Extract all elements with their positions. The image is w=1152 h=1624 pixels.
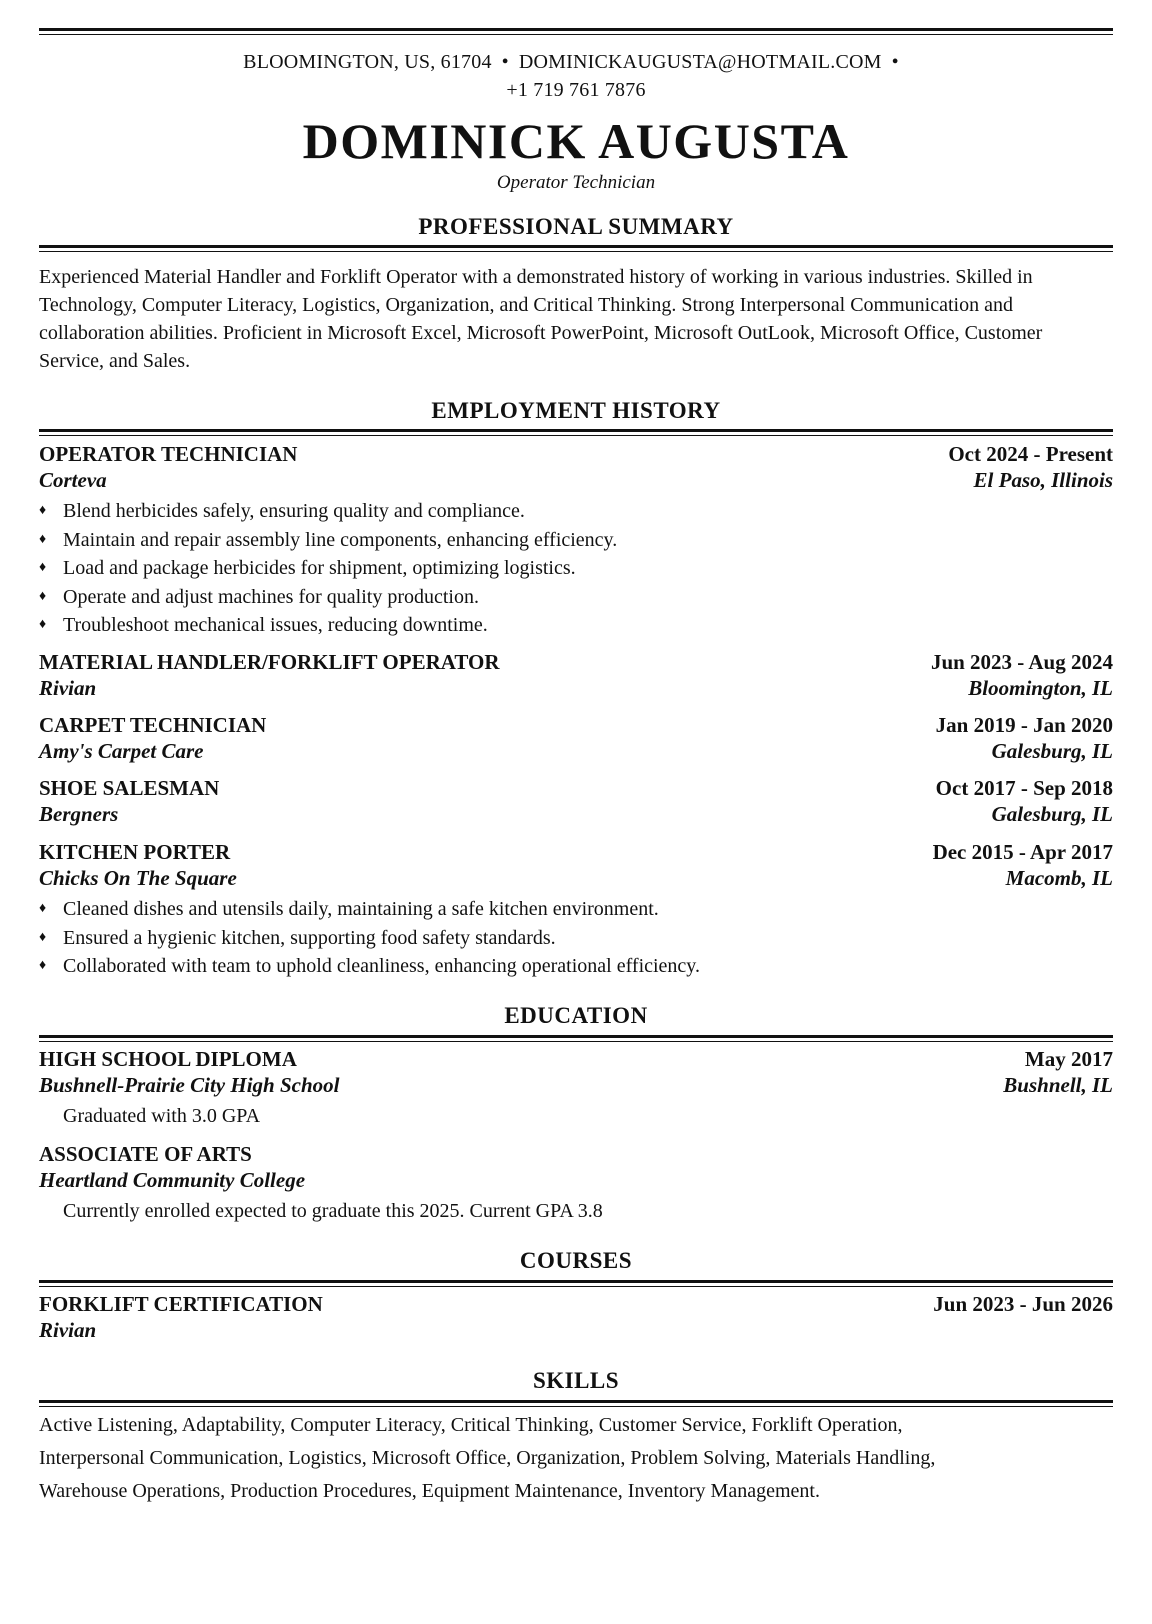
skills-line: Warehouse Operations, Production Procedures, Equipment Maintenance, Inventory Management. [39, 1480, 820, 1502]
courses-rule [39, 1280, 1113, 1287]
degree-date: May 2017 [1024, 1047, 1113, 1071]
job-dates: Jan 2019 - Jan 2020 [935, 713, 1113, 737]
diamond-bullet-icon: ♦ [39, 560, 47, 575]
degree-title: ASSOCIATE OF ARTS [39, 1142, 252, 1166]
job-title: MATERIAL HANDLER/FORKLIFT OPERATOR [39, 650, 500, 674]
job-entry [39, 712, 1113, 764]
education-note: Currently enrolled expected to graduate this 2025. Current GPA 3.8 [63, 1200, 603, 1222]
job-location: Macomb, IL [1005, 866, 1113, 890]
education-entry [39, 1046, 1113, 1130]
email-link[interactable]: DOMINICKAUGUSTA@HOTMAIL.COM [518, 51, 882, 73]
job-entry [39, 775, 1113, 827]
phone-text: +1 719 761 7876 [506, 79, 646, 101]
diamond-bullet-icon: ♦ [39, 929, 47, 945]
job-title: CARPET TECHNICIAN [39, 713, 267, 737]
bullet-item: ♦ Cleaned dishes and utensils daily, maintaining a safe kitchen environment. [39, 895, 1113, 924]
job-company: Bergners [39, 802, 119, 826]
bullet-item: ♦ Collaborated with team to uphold cleanliness, enhancing operational efficiency. [39, 952, 1113, 981]
job-dates: Oct 2017 - Sep 2018 [935, 776, 1113, 800]
job-title: SHOE SALESMAN [39, 776, 220, 800]
diamond-bullet-icon: ♦ [39, 503, 47, 518]
job-dates: Jun 2023 - Aug 2024 [930, 650, 1113, 674]
bullet-item: ♦ Ensured a hygienic kitchen, supporting food safety standards. [39, 924, 1113, 953]
courses-heading: COURSES [519, 1248, 633, 1273]
summary-line: Service, and Sales. [39, 350, 191, 372]
candidate-title: Operator Technician [496, 172, 656, 193]
summary-line: Technology, Computer Literacy, Logistics, Organization, and Critical Thinking. Strong Interpersonal Communication and [39, 294, 1013, 316]
skills-line: Active Listening, Adaptability, Computer Literacy, Critical Thinking, Customer Service, Forklift Operation, [39, 1414, 903, 1436]
skills-rule [39, 1400, 1113, 1407]
job-company: Amy's Carpet Care [39, 739, 204, 763]
diamond-bullet-icon: ♦ [39, 531, 47, 547]
bullet-item: ♦ Maintain and repair assembly line components, enhancing efficiency. [39, 526, 1113, 555]
diamond-bullet-icon: ♦ [39, 958, 47, 973]
summary-line: Experienced Material Handler and Forklift Operator with a demonstrated history of working in various industries. Skilled in [39, 266, 1033, 288]
separator-dot: • [501, 51, 509, 73]
education-heading: EDUCATION [504, 1003, 648, 1028]
job-bullets [39, 895, 1113, 981]
diamond-bullet-icon: ♦ [39, 588, 47, 604]
top-rule [39, 28, 1113, 35]
skills-heading: SKILLS [532, 1368, 620, 1393]
job-location: El Paso, Illinois [973, 468, 1113, 492]
skills-line: Interpersonal Communication, Logistics, Microsoft Office, Organization, Problem Solving, Materials Handling, [39, 1447, 936, 1469]
education-entry [39, 1141, 1113, 1225]
education-rule [39, 1035, 1113, 1042]
job-company: Corteva [39, 468, 107, 492]
degree-title: HIGH SCHOOL DIPLOMA [39, 1047, 297, 1071]
candidate-name: DOMINICK AUGUSTA [302, 113, 850, 169]
job-location: Galesburg, IL [991, 739, 1113, 763]
education-note: Graduated with 3.0 GPA [63, 1105, 261, 1127]
summary-rule [39, 245, 1113, 252]
job-entry [39, 839, 1113, 981]
school-name: Heartland Community College [39, 1168, 306, 1192]
bullet-item: ♦ Load and package herbicides for shipment, optimizing logistics. [39, 554, 1113, 583]
job-title: OPERATOR TECHNICIAN [39, 442, 298, 466]
summary-text [39, 263, 1119, 375]
bullet-item: ♦ Blend herbicides safely, ensuring quality and compliance. [39, 497, 1113, 526]
diamond-bullet-icon: ♦ [39, 901, 47, 916]
diamond-bullet-icon: ♦ [39, 617, 47, 632]
bullet-item: ♦ Operate and adjust machines for quality production. [39, 583, 1113, 612]
job-location: Galesburg, IL [991, 802, 1113, 826]
job-entry [39, 649, 1113, 701]
job-dates: Oct 2024 - Present [948, 442, 1113, 466]
contact-info [0, 48, 1152, 104]
skills-list [39, 1409, 1119, 1508]
separator-dot: • [891, 51, 899, 73]
job-location: Bloomington, IL [968, 676, 1113, 700]
job-dates: Dec 2015 - Apr 2017 [932, 840, 1113, 864]
school-location: Bushnell, IL [1003, 1073, 1113, 1097]
job-title: KITCHEN PORTER [39, 840, 231, 864]
job-entry [39, 441, 1113, 640]
employment-heading: EMPLOYMENT HISTORY [431, 398, 721, 423]
job-bullets [39, 497, 1113, 640]
location-text: BLOOMINGTON, US, 61704 [243, 51, 492, 73]
bullet-item: ♦ Troubleshoot mechanical issues, reducing downtime. [39, 611, 1113, 640]
course-provider: Rivian [39, 1318, 97, 1342]
job-company: Rivian [39, 676, 97, 700]
course-entry [39, 1291, 1113, 1343]
job-company: Chicks On The Square [39, 866, 237, 890]
employment-rule [39, 429, 1113, 436]
summary-heading: PROFESSIONAL SUMMARY [418, 214, 734, 239]
contact-line-1 [0, 48, 1152, 76]
school-name: Bushnell-Prairie City High School [39, 1073, 340, 1097]
summary-line: collaboration abilities. Proficient in Microsoft Excel, Microsoft PowerPoint, Microsoft OutLook, Microsoft Office, Customer [39, 322, 1043, 344]
course-name: FORKLIFT CERTIFICATION [39, 1292, 323, 1316]
course-dates: Jun 2023 - Jun 2026 [933, 1292, 1113, 1316]
